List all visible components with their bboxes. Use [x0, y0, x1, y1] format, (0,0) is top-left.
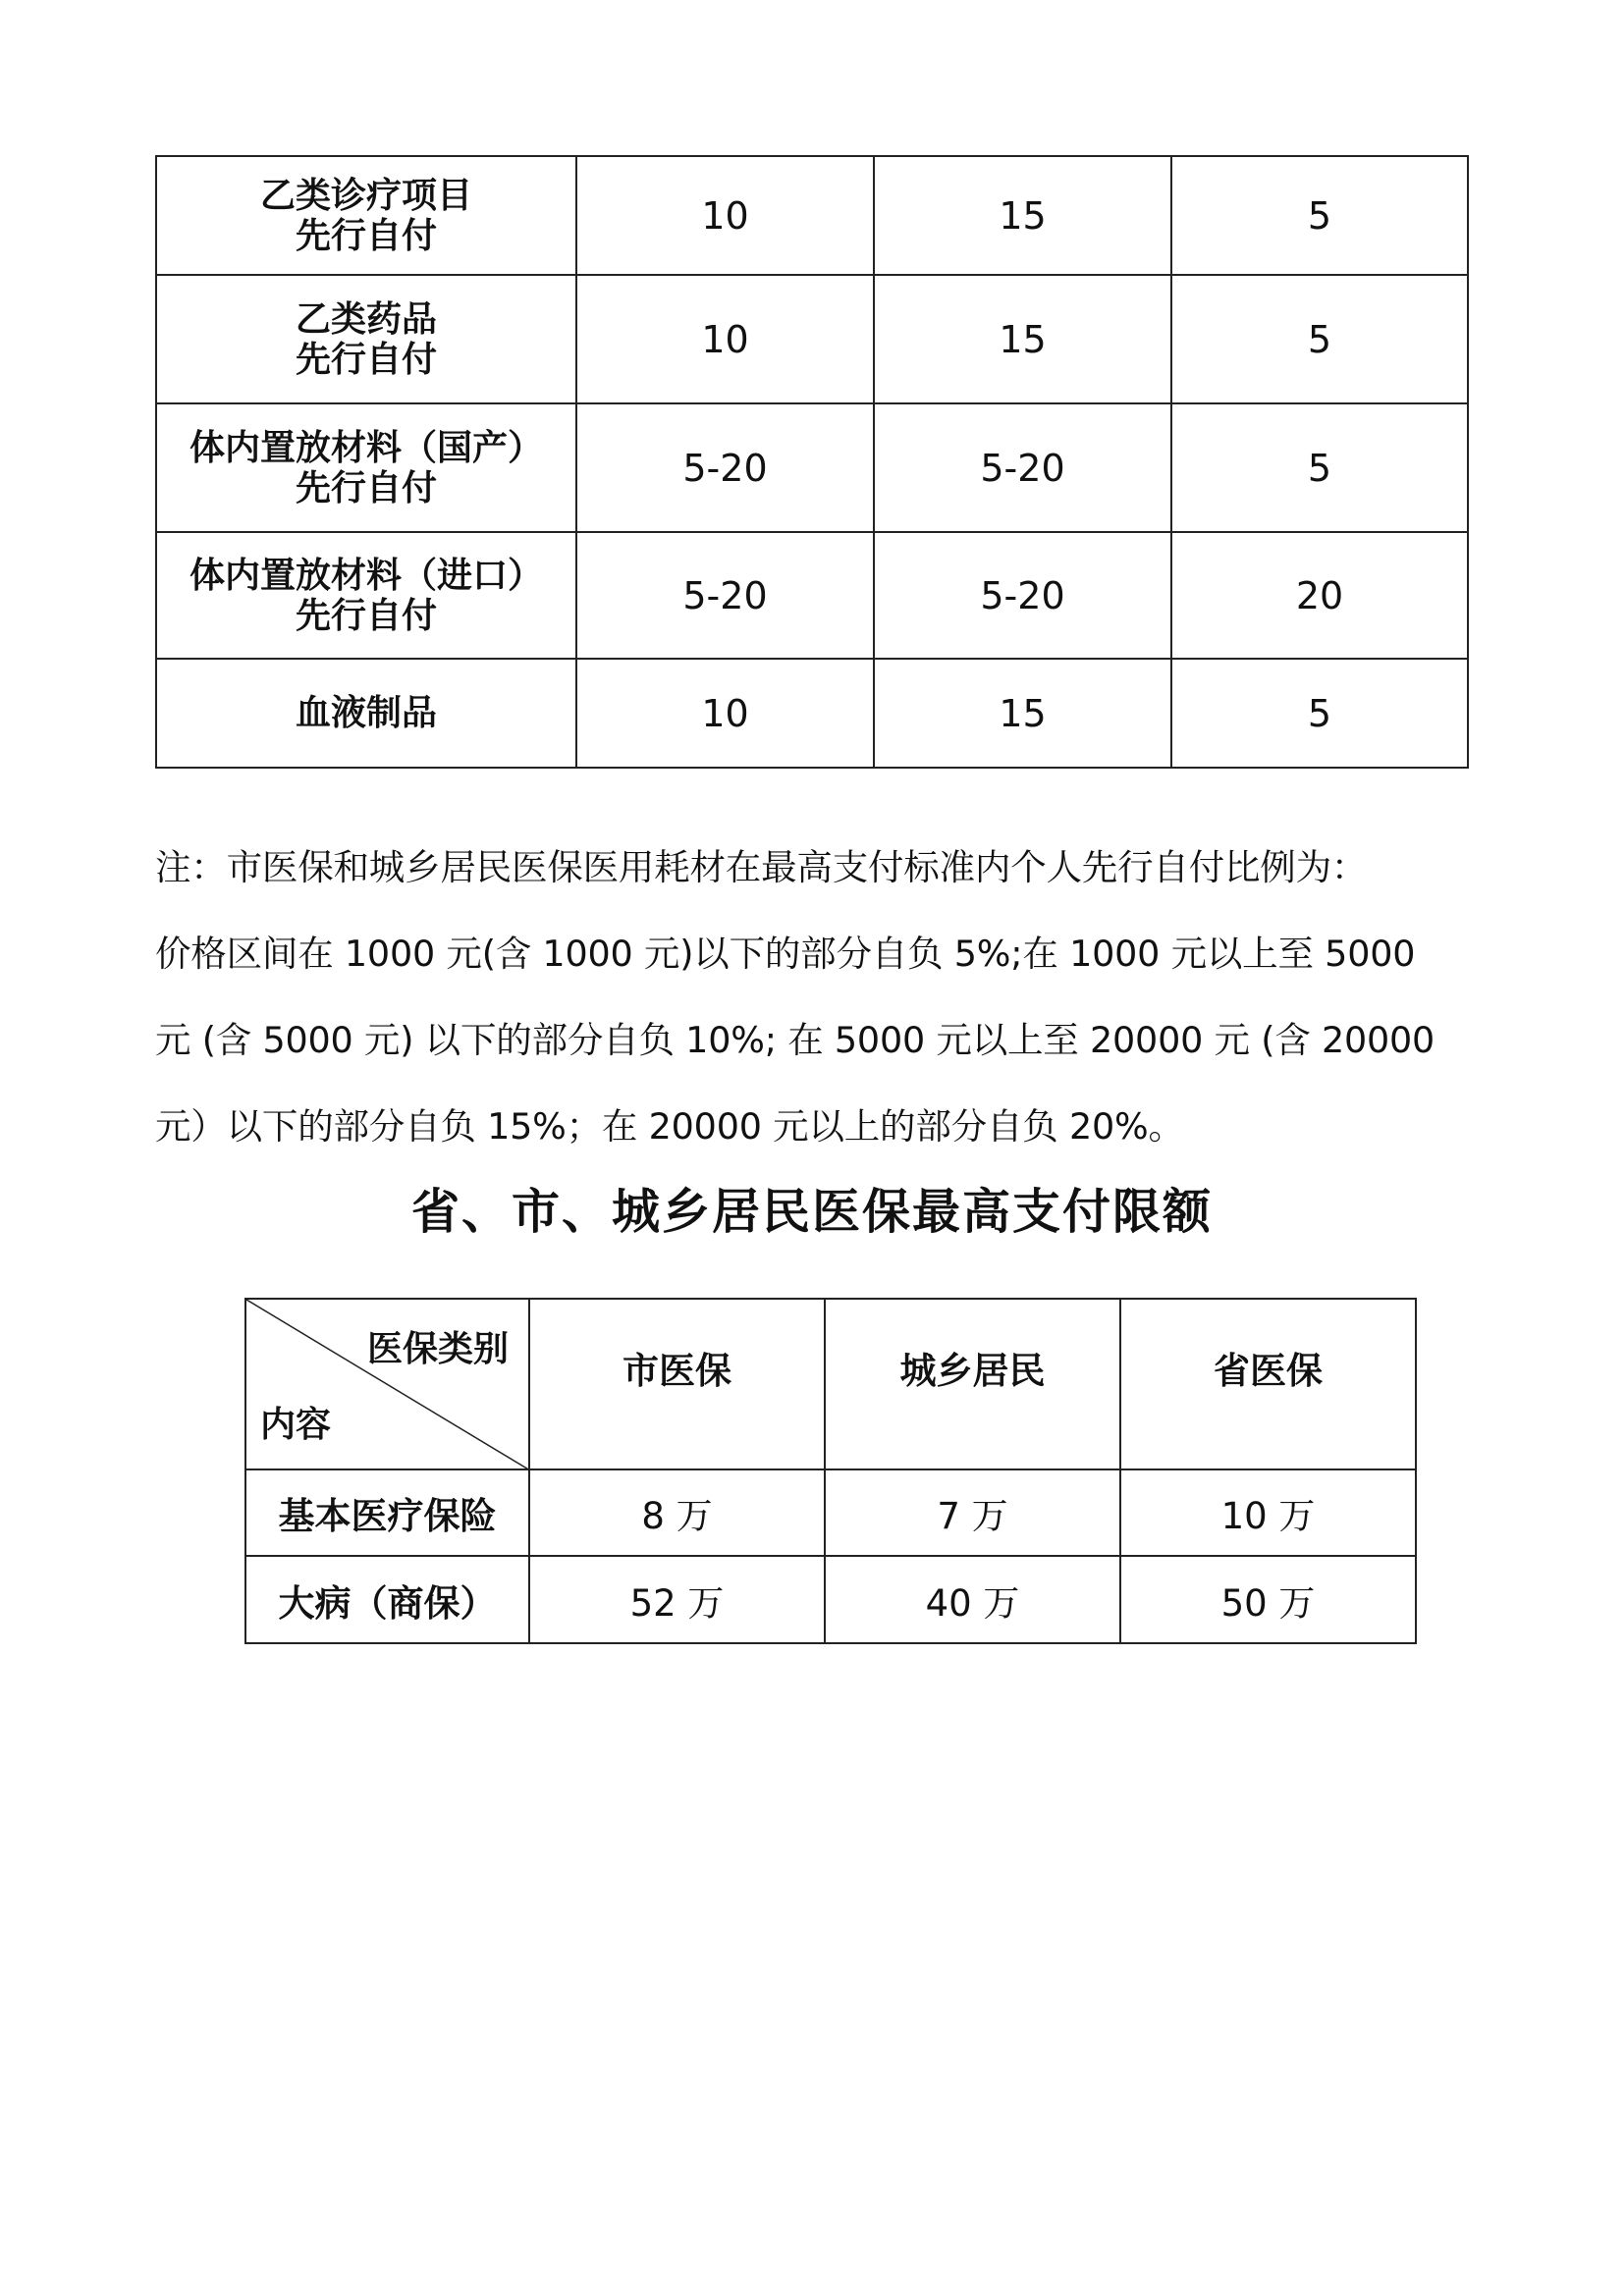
row-label-line1: 血液制品	[295, 693, 437, 733]
note-line: 注：市医保和城乡居民医保医用耗材在最高支付标准内个人先行自付比例为：	[155, 846, 1368, 888]
note-line: 价格区间在 1000 元(含 1000 元)以下的部分自负 5%;在 1000 元以上至 5000	[155, 933, 1416, 975]
note-line: 元 (含 5000 元) 以下的部分自负 10%; 在 5000 元以上至 20000 元 (含 20000	[155, 1019, 1435, 1061]
table-cell: 5-20	[576, 403, 874, 532]
row-label	[156, 156, 576, 275]
row-label-line2: 先行自付	[295, 215, 437, 256]
table-cell: 5-20	[874, 532, 1171, 659]
table-row	[156, 156, 1468, 275]
table-cell: 15	[874, 275, 1171, 403]
note-line: 元）以下的部分自负 15%；在 20000 元以上的部分自负 20%。	[155, 1105, 1184, 1148]
row-label-line1: 体内置放材料（国产）	[189, 427, 543, 468]
diagonal-header-cell	[245, 1299, 529, 1469]
row-label-line1: 乙类诊疗项目	[259, 175, 472, 216]
corner-label-content: 内容	[260, 1405, 332, 1445]
table-row	[156, 532, 1468, 659]
row-label	[156, 659, 576, 768]
table-cell: 5	[1171, 275, 1468, 403]
table-row	[156, 403, 1468, 532]
row-label: 基本医疗保险	[245, 1469, 529, 1556]
row-label	[156, 532, 576, 659]
table-cell: 10	[576, 156, 874, 275]
table-row	[245, 1469, 1416, 1556]
table-cell: 15	[874, 659, 1171, 768]
row-label	[156, 275, 576, 403]
table-cell: 40 万	[825, 1556, 1120, 1643]
copay-ratio-table	[155, 155, 1469, 769]
table-cell: 5-20	[576, 532, 874, 659]
table-cell: 8 万	[529, 1469, 825, 1556]
row-label-line2: 先行自付	[295, 339, 437, 380]
row-label: 大病（商保）	[245, 1556, 529, 1643]
table-header-row	[245, 1299, 1416, 1469]
table-cell: 5-20	[874, 403, 1171, 532]
table-cell: 5	[1171, 659, 1468, 768]
note-paragraph	[155, 825, 1481, 1170]
table-cell: 5	[1171, 156, 1468, 275]
corner-label-category: 医保类别	[366, 1329, 509, 1369]
section-title: 省、市、城乡居民医保最高支付限额	[410, 1184, 1213, 1240]
table-cell: 10	[576, 659, 874, 768]
row-label-line2: 先行自付	[295, 467, 437, 508]
table-cell: 50 万	[1120, 1556, 1416, 1643]
table-row	[156, 275, 1468, 403]
table-cell: 52 万	[529, 1556, 825, 1643]
table-cell: 15	[874, 156, 1171, 275]
table-cell: 20	[1171, 532, 1468, 659]
column-header: 城乡居民	[825, 1299, 1120, 1469]
table-cell: 7 万	[825, 1469, 1120, 1556]
table-cell: 10	[576, 275, 874, 403]
column-header: 市医保	[529, 1299, 825, 1469]
column-header: 省医保	[1120, 1299, 1416, 1469]
row-label-line2: 先行自付	[295, 595, 437, 636]
payment-limit-table	[244, 1298, 1417, 1644]
table-row	[245, 1556, 1416, 1643]
table-cell: 10 万	[1120, 1469, 1416, 1556]
row-label-line1: 乙类药品	[295, 298, 437, 340]
row-label	[156, 403, 576, 532]
table-row	[156, 659, 1468, 768]
table-cell: 5	[1171, 403, 1468, 532]
row-label-line1: 体内置放材料（进口）	[189, 555, 543, 596]
